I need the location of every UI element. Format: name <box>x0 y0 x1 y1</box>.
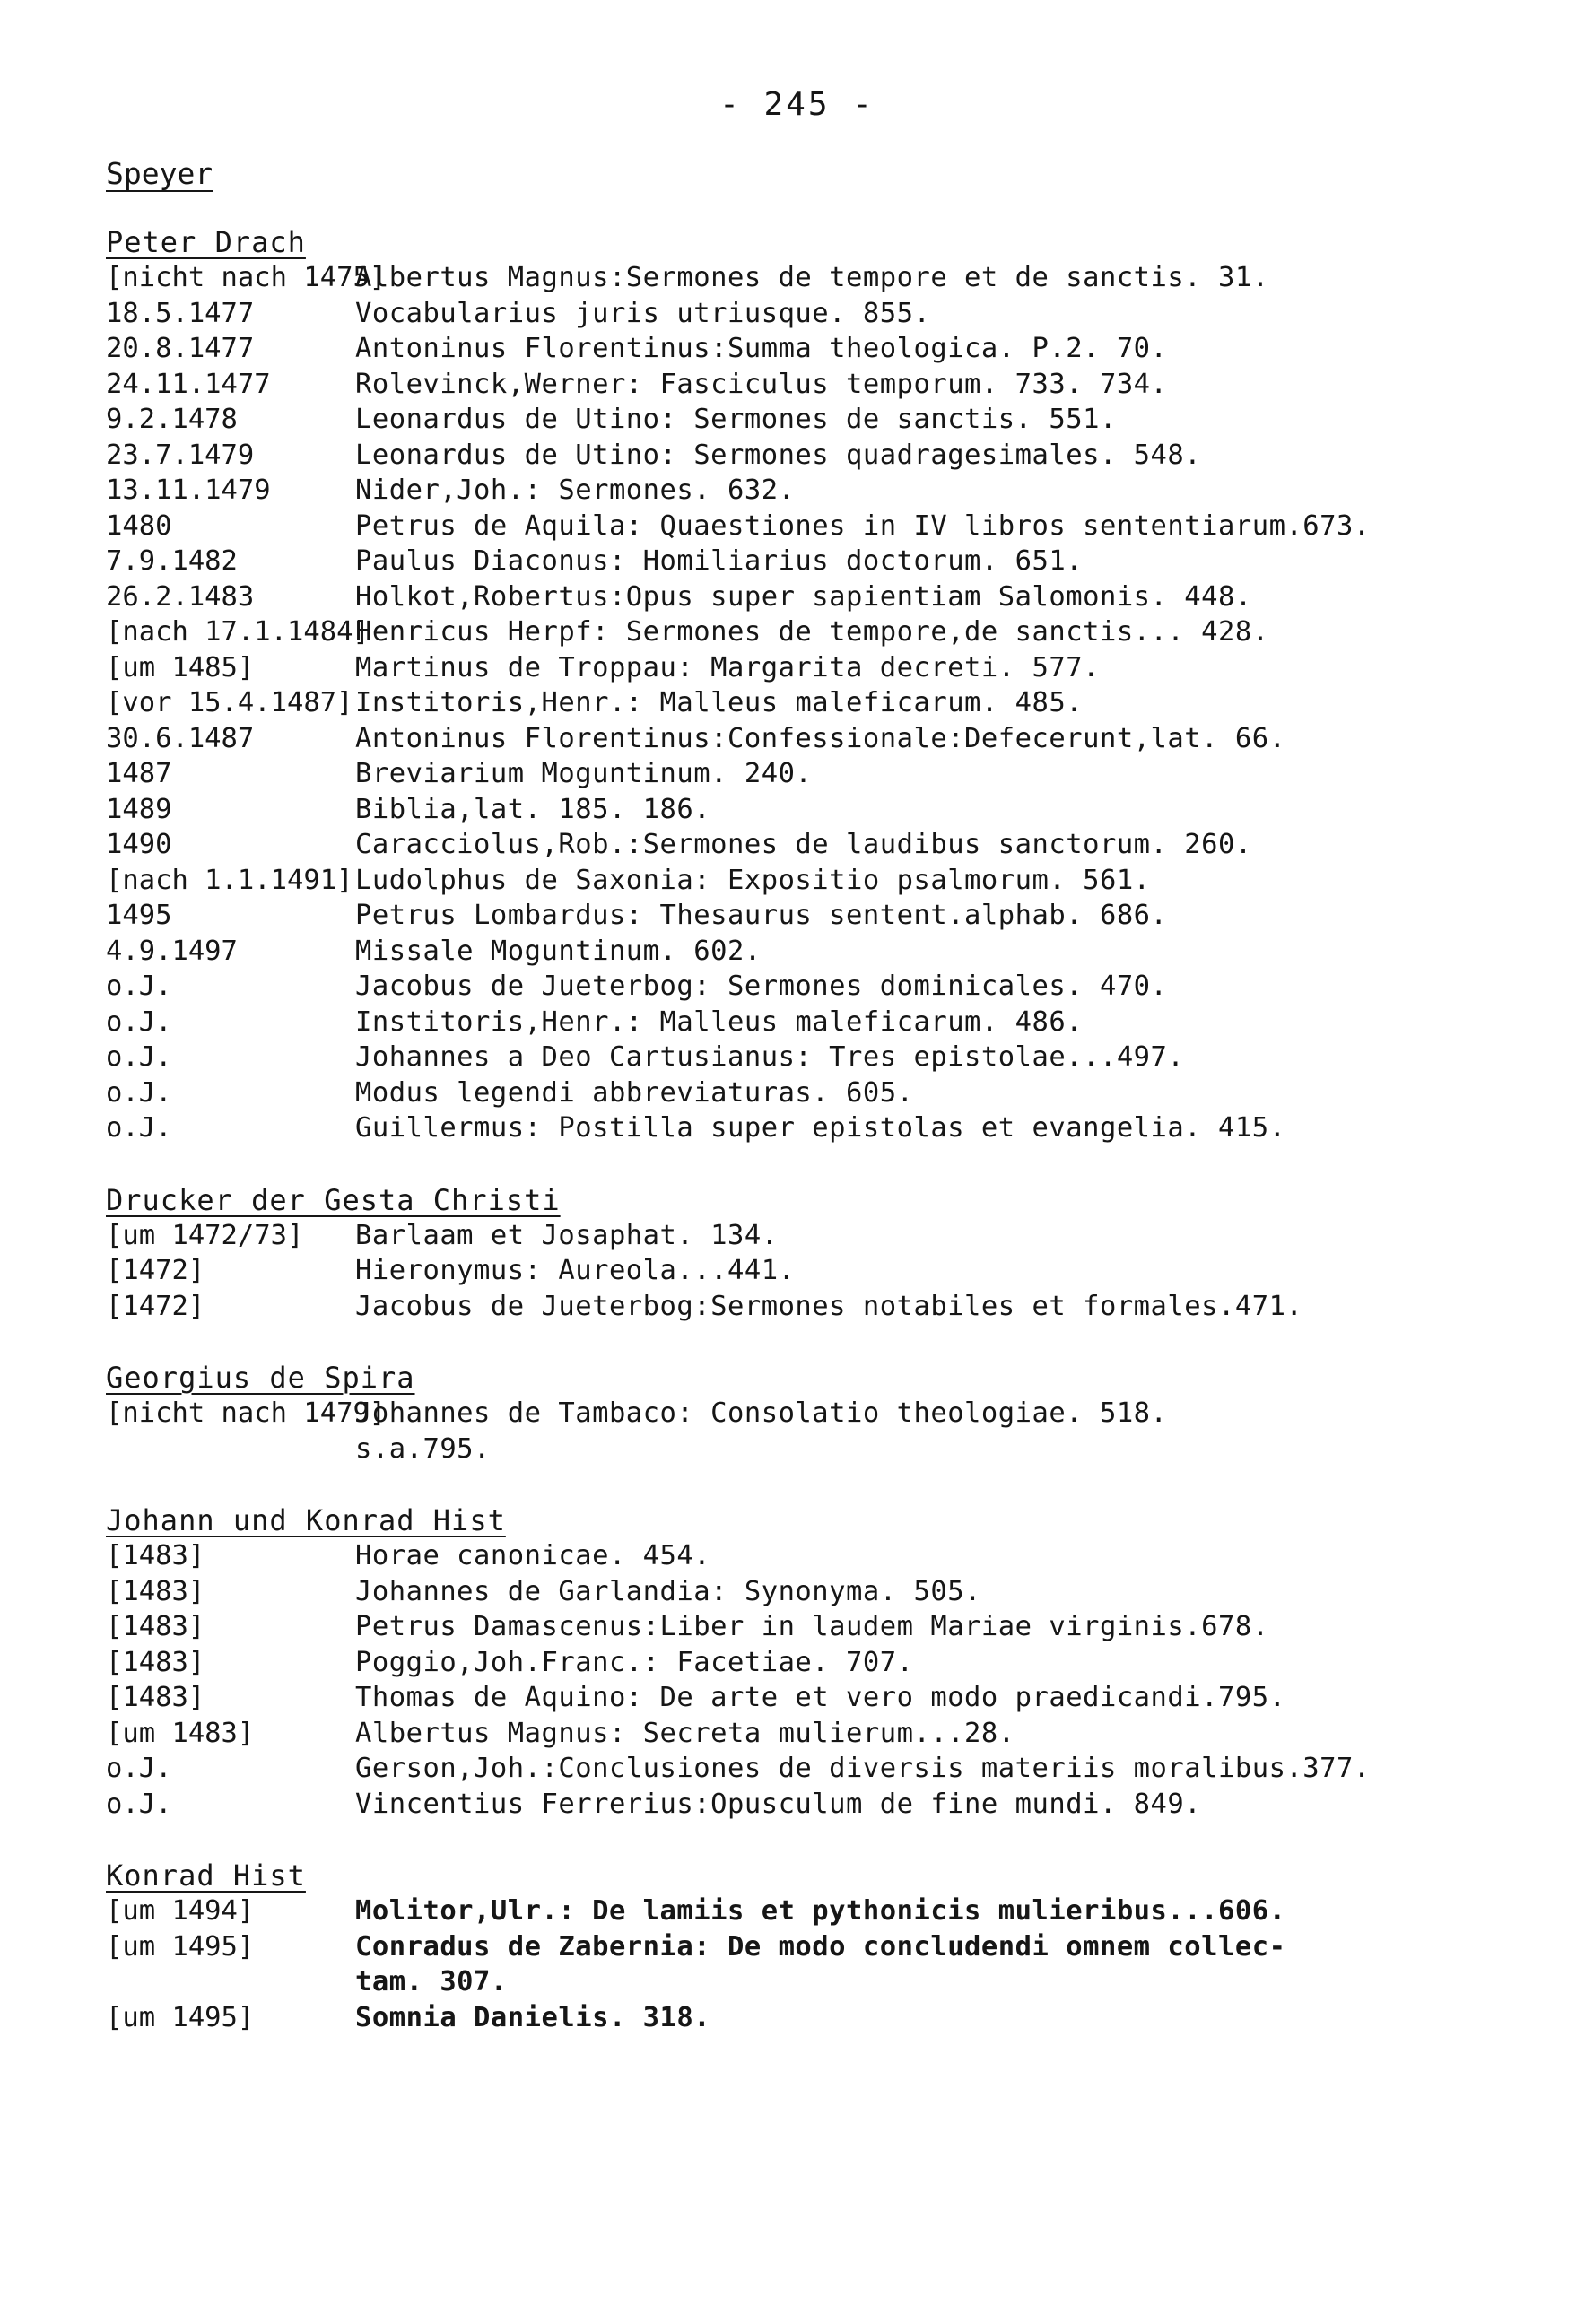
entry-row <box>106 1680 1505 1716</box>
entry-date: [um 1495] <box>106 2001 255 2033</box>
entry-title: Johannes de Tambaco: Consolatio theologiae. 518. s.a.795. <box>355 1397 1168 1465</box>
entry-row <box>106 296 1505 332</box>
entry-title: Ludolphus de Saxonia: Expositio psalmorum. 561. <box>355 864 1151 896</box>
printer-heading: Konrad Hist <box>106 1858 306 1893</box>
printer-heading: Drucker der Gesta Christi <box>106 1182 561 1217</box>
entry-row <box>106 1396 1505 1467</box>
entry-title: Horae canonicae. 454. <box>355 1540 711 1571</box>
entry-title: Missale Moguntinum. 602. <box>355 935 762 967</box>
entry-row <box>106 473 1505 509</box>
entry-row <box>106 402 1505 438</box>
entry-date: 26.2.1483 <box>106 580 255 613</box>
entry-title: Institoris,Henr.: Malleus maleficarum. 486. <box>355 1005 1084 1038</box>
printer-section <box>106 1502 1505 1822</box>
entry-title: Paulus Diaconus: Homiliarius doctorum. 651. <box>355 545 1084 577</box>
entry-title: Somnia Danielis. 318. <box>355 2001 711 2033</box>
entry-title: Modus legendi abbreviaturas. 605. <box>355 1076 914 1109</box>
entry-title: Petrus Damascenus:Liber in laudem Mariae virginis.678. <box>355 1611 1269 1642</box>
entry-date: [vor 15.4.1487] <box>106 687 353 718</box>
entry-row <box>106 650 1505 686</box>
entry-title: Barlaam et Josaphat. 134. <box>355 1219 779 1251</box>
entry-date: [1483] <box>106 1682 205 1713</box>
entry-row <box>106 2000 1505 2036</box>
entry-row <box>106 1787 1505 1823</box>
entry-title: Caracciolus,Rob.:Sermones de laudibus sanctorum. 260. <box>355 829 1252 860</box>
entry-row <box>106 1751 1505 1787</box>
entry-title: Conradus de Zabernia: De modo concludendi omnem collec- tam. 307. <box>355 1930 1286 1998</box>
entry-title: Albertus Magnus:Sermones de tempore et de sanctis. 31. <box>355 262 1269 293</box>
entry-date: o.J. <box>106 1005 172 1038</box>
printer-heading: Georgius de Spira <box>106 1361 415 1395</box>
entry-date: [1483] <box>106 1611 205 1642</box>
entry-date: o.J. <box>106 1041 172 1073</box>
entry-date: [um 1485] <box>106 651 255 683</box>
entry-row <box>106 827 1505 863</box>
entry-date: 1487 <box>106 758 172 789</box>
entry-date: 13.11.1479 <box>106 474 271 506</box>
entry-title: Biblia,lat. 185. 186. <box>355 793 711 825</box>
entry-title: Johannes a Deo Cartusianus: Tres epistolae...497. <box>355 1041 1185 1073</box>
entry-title: Jacobus de Jueterbog: Sermones dominicales. 470. <box>355 971 1168 1002</box>
entry-row <box>106 367 1505 403</box>
entry-date: 23.7.1479 <box>106 439 255 471</box>
entry-title: Gerson,Joh.:Conclusiones de diversis materiis moralibus.377. <box>355 1753 1371 1784</box>
entry-row <box>106 792 1505 828</box>
entry-date: 30.6.1487 <box>106 722 255 754</box>
entry-date: [nicht nach 1475] <box>106 262 387 293</box>
entry-date: 1480 <box>106 509 172 542</box>
entry-row <box>106 1716 1505 1752</box>
entry-row <box>106 614 1505 650</box>
entry-date: o.J. <box>106 1788 172 1820</box>
entry-title: Rolevinck,Werner: Fasciculus temporum. 733. 734. <box>355 368 1168 400</box>
entry-row <box>106 1218 1505 1254</box>
entry-date: [um 1472/73] <box>106 1219 304 1251</box>
page-number: - 245 - <box>719 86 875 123</box>
entry-row <box>106 260 1505 296</box>
printer-sections <box>106 224 1505 2035</box>
entry-title: Antoninus Florentinus:Confessionale:Defecerunt,lat. 66. <box>355 722 1286 754</box>
printer-heading: Johann und Konrad Hist <box>106 1503 506 1537</box>
entry-date: 4.9.1497 <box>106 935 238 967</box>
entry-date: 24.11.1477 <box>106 368 271 400</box>
entry-row <box>106 1289 1505 1325</box>
entry-row <box>106 438 1505 474</box>
entry-row <box>106 863 1505 899</box>
entry-title: Breviarium Moguntinum. 240. <box>355 758 813 789</box>
printer-section <box>106 1182 1505 1325</box>
bibliography-content <box>106 154 1505 2035</box>
entry-row <box>106 331 1505 367</box>
entry-row <box>106 1005 1505 1040</box>
entry-date: 18.5.1477 <box>106 297 255 329</box>
entry-date: [1472] <box>106 1290 205 1322</box>
entry-row <box>106 898 1505 934</box>
entry-title: Vincentius Ferrerius:Opusculum de fine mundi. 849. <box>355 1788 1202 1820</box>
entry-row <box>106 579 1505 615</box>
entry-row <box>106 1929 1505 2000</box>
entry-title: Hieronymus: Aureola...441. <box>355 1255 796 1286</box>
entry-title: Antoninus Florentinus:Summa theologica. P.2. 70. <box>355 333 1168 364</box>
entry-row <box>106 509 1505 544</box>
entry-title: Poggio,Joh.Franc.: Facetiae. 707. <box>355 1646 914 1678</box>
printer-heading: Peter Drach <box>106 225 306 259</box>
entry-row <box>106 1645 1505 1681</box>
entry-row <box>106 544 1505 579</box>
entry-date: [1483] <box>106 1575 205 1607</box>
entry-date: [1483] <box>106 1540 205 1571</box>
entry-date: [1472] <box>106 1255 205 1286</box>
entry-row <box>106 685 1505 721</box>
entry-row <box>106 1075 1505 1111</box>
entry-date: 1489 <box>106 793 172 825</box>
entry-date: o.J. <box>106 1112 172 1144</box>
entry-title: Leonardus de Utino: Sermones quadragesimales. 548. <box>355 439 1202 471</box>
entry-date: 7.9.1482 <box>106 545 238 577</box>
entry-title: Henricus Herpf: Sermones de tempore,de sanctis... 428. <box>355 616 1269 648</box>
entry-row <box>106 1040 1505 1075</box>
entry-date: [1483] <box>106 1646 205 1678</box>
entry-date: [nach 17.1.1484] <box>106 616 370 648</box>
entry-date: [um 1483] <box>106 1717 255 1749</box>
entry-title: Guillermus: Postilla super epistolas et evangelia. 415. <box>355 1112 1286 1144</box>
entry-title: Molitor,Ulr.: De lamiis et pythonicis mulieribus...606. <box>355 1895 1286 1927</box>
entry-title: Petrus Lombardus: Thesaurus sentent.alphab. 686. <box>355 900 1168 931</box>
entry-row <box>106 756 1505 792</box>
entry-title: Leonardus de Utino: Sermones de sanctis. 551. <box>355 404 1117 435</box>
entry-title: Vocabularius juris utriusque. 855. <box>355 297 931 329</box>
entry-date: 20.8.1477 <box>106 333 255 364</box>
entry-date: o.J. <box>106 1753 172 1784</box>
printer-section <box>106 1858 1505 2035</box>
entry-title: Institoris,Henr.: Malleus maleficarum. 485. <box>355 687 1084 718</box>
entry-title: Johannes de Garlandia: Synonyma. 505. <box>355 1575 981 1607</box>
entry-title: Nider,Joh.: Sermones. 632. <box>355 474 796 506</box>
entry-title: Petrus de Aquila: Quaestiones in IV libros sententiarum.673. <box>355 509 1371 542</box>
entry-title: Jacobus de Jueterbog:Sermones notabiles et formales.471. <box>355 1290 1303 1322</box>
entry-date: 1495 <box>106 900 172 931</box>
printer-section <box>106 224 1505 1146</box>
entry-row <box>106 1574 1505 1610</box>
entry-title: Albertus Magnus: Secreta mulierum...28. <box>355 1717 1015 1749</box>
entry-row <box>106 1893 1505 1929</box>
entry-date: [nicht nach 1479] <box>106 1397 387 1429</box>
entry-row <box>106 1253 1505 1289</box>
entry-date: o.J. <box>106 1076 172 1109</box>
entry-title: Martinus de Troppau: Margarita decreti. 577. <box>355 651 1100 683</box>
entry-date: 1490 <box>106 829 172 860</box>
city-heading: Speyer <box>106 156 213 191</box>
printer-section <box>106 1360 1505 1467</box>
entry-title: Holkot,Robertus:Opus super sapientiam Salomonis. 448. <box>355 580 1252 613</box>
entry-row <box>106 721 1505 757</box>
entry-title: Thomas de Aquino: De arte et vero modo praedicandi.795. <box>355 1682 1286 1713</box>
entry-row <box>106 934 1505 970</box>
entry-date: [nach 1.1.1491] <box>106 864 353 896</box>
entry-date: o.J. <box>106 971 172 1002</box>
entry-row <box>106 1609 1505 1645</box>
entry-date: [um 1494] <box>106 1895 255 1927</box>
entry-date: 9.2.1478 <box>106 404 238 435</box>
entry-row <box>106 1538 1505 1574</box>
entry-row <box>106 969 1505 1005</box>
entry-row <box>106 1110 1505 1146</box>
entry-date: [um 1495] <box>106 1930 255 1963</box>
